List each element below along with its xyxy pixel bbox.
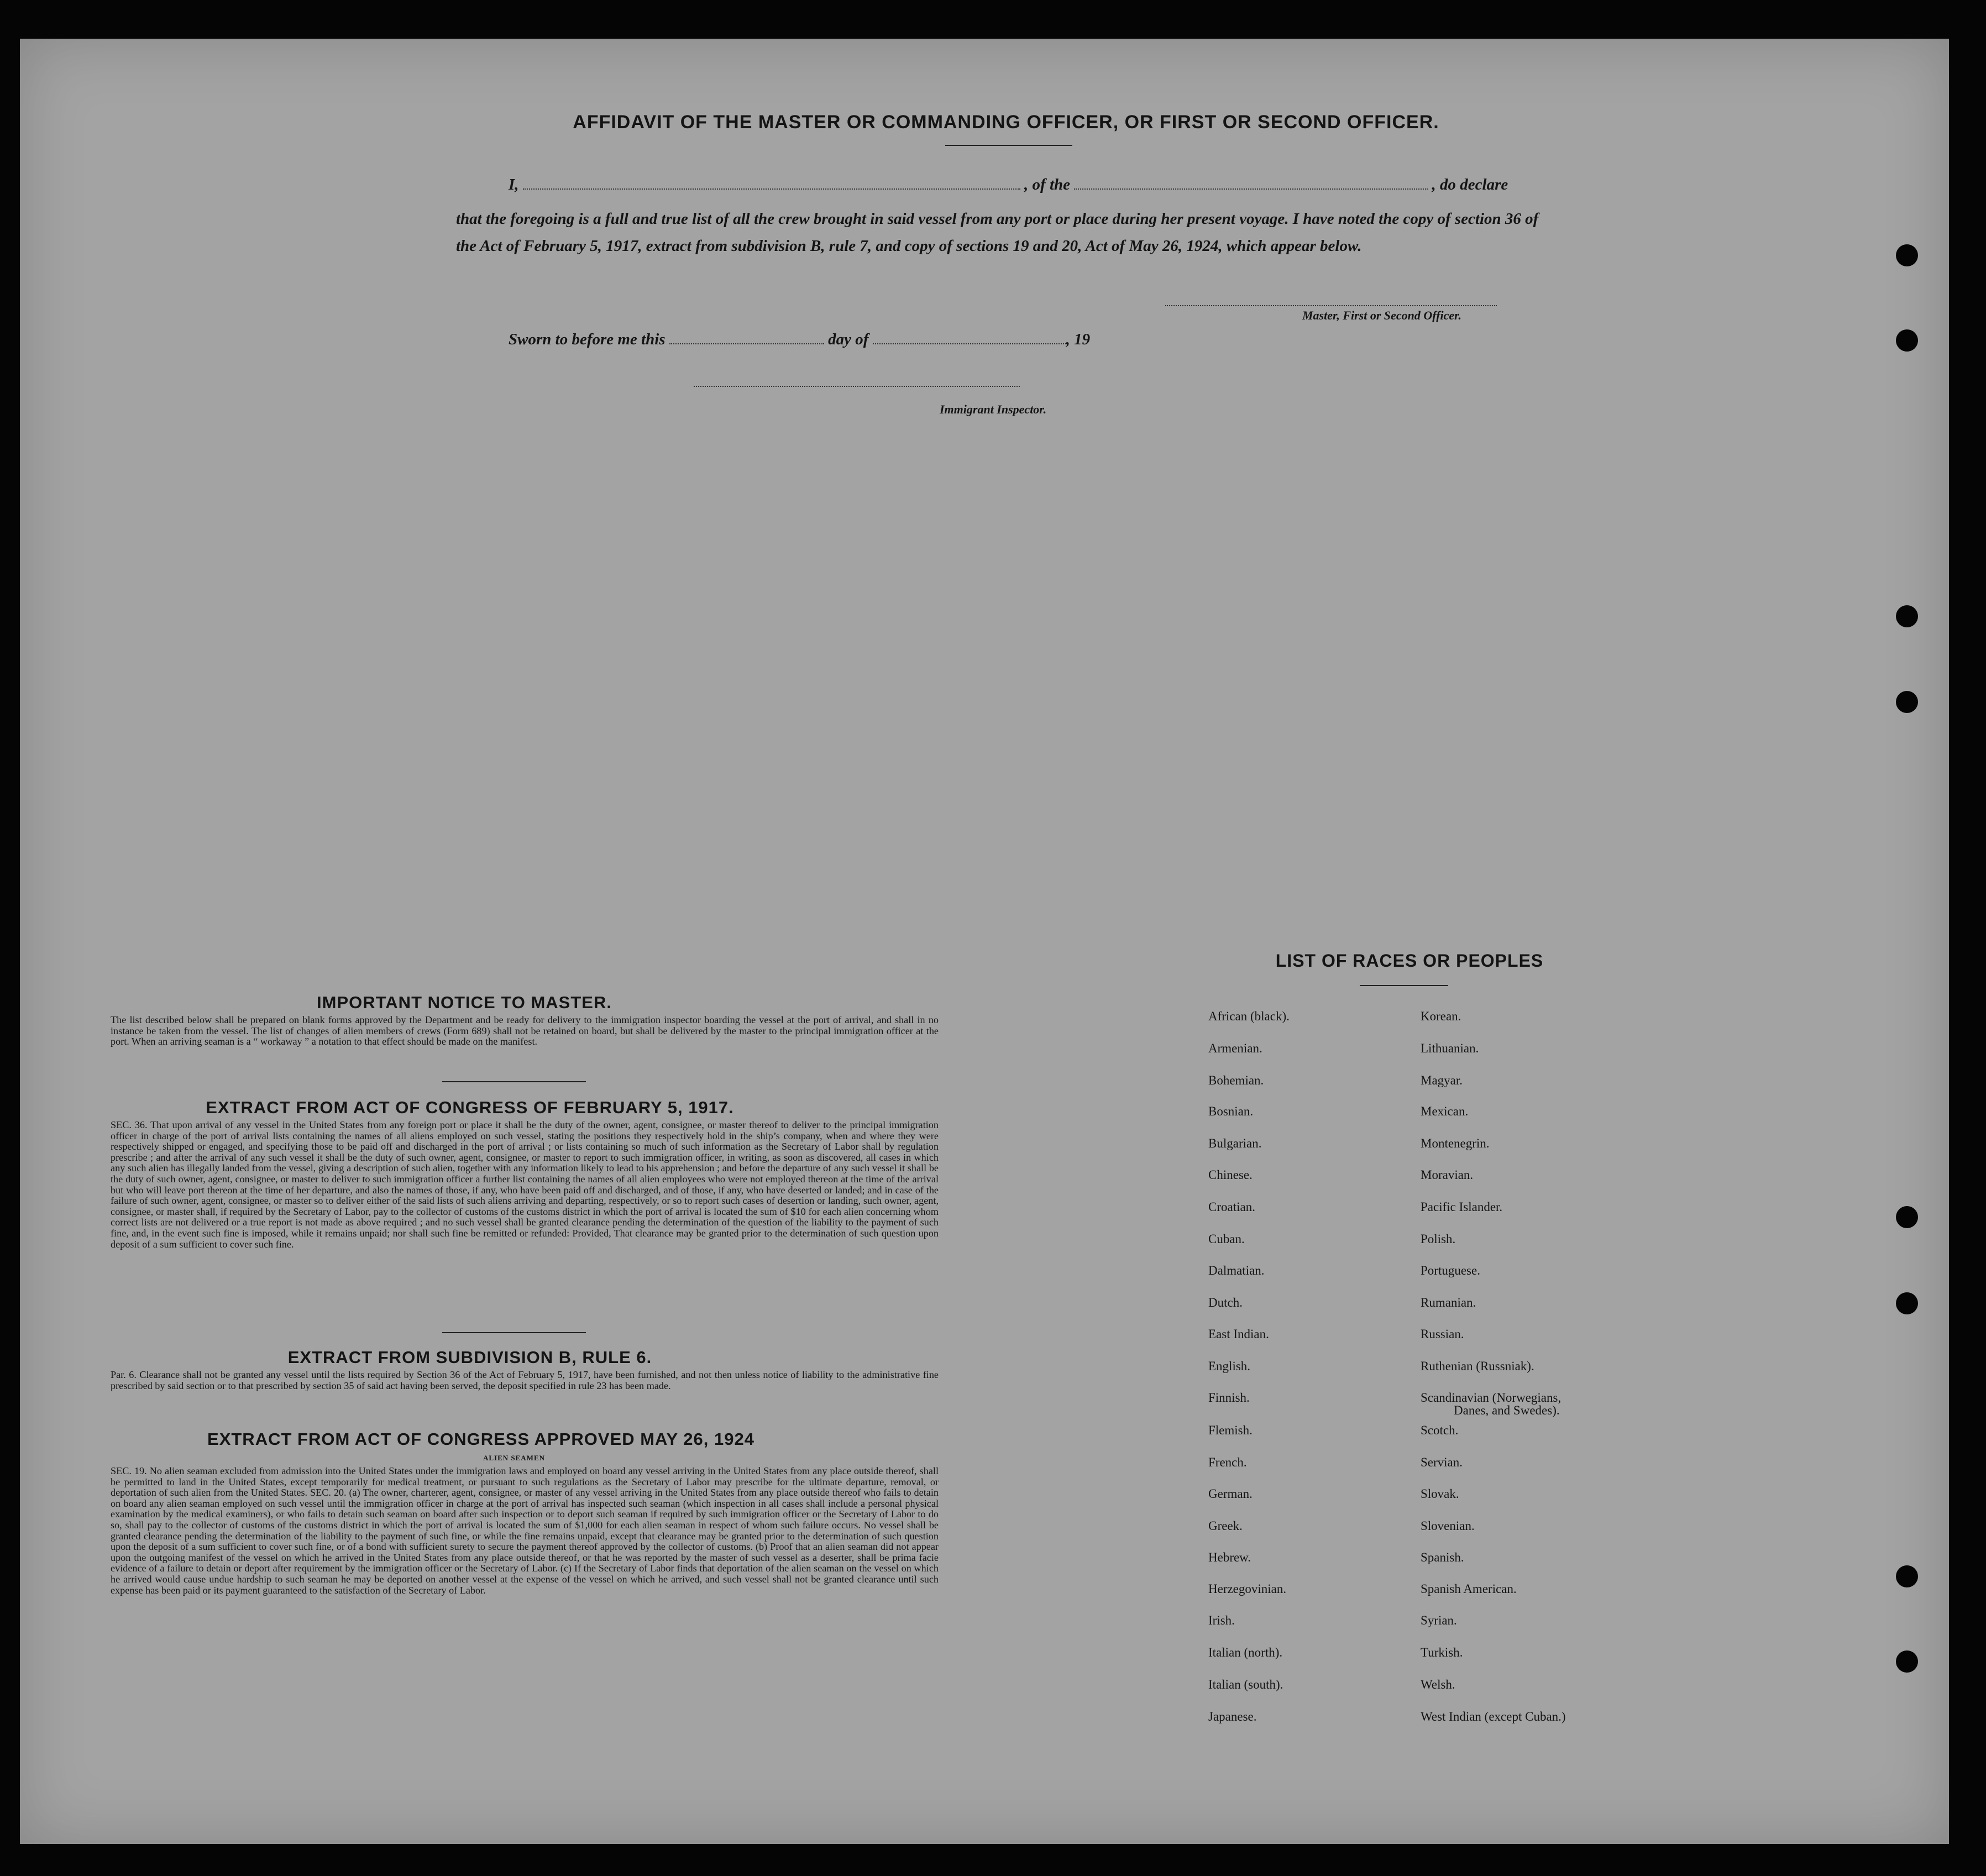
race-item: Slovak. <box>1421 1487 1459 1501</box>
race-item: Lithuanian. <box>1421 1041 1479 1055</box>
race-item: Italian (north). <box>1208 1646 1283 1659</box>
master-signature-blank <box>1165 305 1497 306</box>
declare-suffix: , do declare <box>1432 176 1508 193</box>
race-item: Dutch. <box>1208 1296 1243 1309</box>
race-item: Slovenian. <box>1421 1519 1475 1533</box>
race-item: Magyar. <box>1421 1073 1463 1087</box>
race-item: Welsh. <box>1421 1678 1455 1691</box>
notice-title: IMPORTANT NOTICE TO MASTER. <box>317 993 612 1012</box>
race-item: Flemish. <box>1208 1423 1253 1437</box>
race-item: Servian. <box>1421 1455 1463 1469</box>
race-item: German. <box>1208 1487 1253 1501</box>
race-item: Polish. <box>1421 1232 1456 1246</box>
race-item: Spanish American. <box>1421 1582 1517 1596</box>
affidavit-title: AFFIDAVIT OF THE MASTER OR COMMANDING OFFICER, OR FIRST OR SECOND OFFICER. <box>573 112 1439 133</box>
vessel-prefix: , of the <box>1024 176 1071 193</box>
race-item: Spanish. <box>1421 1550 1464 1564</box>
declarant-name-blank <box>523 188 1020 190</box>
sworn-month-blank <box>873 343 1066 344</box>
sworn-line <box>509 331 1227 349</box>
race-item: Moravian. <box>1421 1168 1474 1182</box>
sworn-day-blank <box>669 343 824 344</box>
affidavit-declaration-line <box>509 176 1548 194</box>
notice-text: The list described below shall be prepared on blank forms approved by the Department and be ready for delivery to the immigration inspector boarding the vessel at the port of arrival, and shall in no instance be taken from the vessel. The list of changes of alien members of crews (Form 689) shall not be retained on board, but shall be delivered by the master to the principal immigration officer at the port. When an arriving seaman is a “ workaway ” a notation to that effect should be made on the manifest. <box>111 1014 939 1047</box>
act-1924-text: SEC. 19. No alien seaman excluded from admission into the United States under the immigration laws and employed on board any vessel arriving in the United States from any place outside thereof, shall be permitted to land in the United States, except temporarily for medical treatment, or pursuant to such regulations as the Secretary of Labor may prescribe for the ultimate departure, removal, or deportation of such alien from the United States. SEC. 20. (a) The owner, charterer, agent, consignee, or master of any vessel arriving in the United States from any place outside thereof who fails to detain on board any alien seaman employed on such vessel until the immigration officer in charge at the port of arrival has inspected such seaman (which inspection in all cases shall include a personal physical examination by the medical examiners), or who fails to detain such seaman on board after such inspection or to deport such seaman if required by such immigration officer or the Secretary of Labor to do so, shall pay to the collector of customs of the customs district in which the port of arrival is located the sum of $1,000 for each alien seaman in respect of whom such failure occurs. No vessel shall be granted clearance pending the determination of the liability to the payment of such fine, or while the fine remains unpaid, except that clearance may be granted prior to the determination of such question upon the deposit of a sum sufficient to cover such fine, or of a bond with sufficient surety to secure the payment thereof approved by the collector of customs. (b) Proof that an alien seaman did not appear upon the outgoing manifest of the vessel on which he arrived in the United States from any place outside thereof, or that he was reported by the master of such vessel as a deserter, shall be prima facie evidence of a failure to detain or deport after requirement by the immigration officer or the Secretary of Labor. (c) If the Secretary of Labor finds that deportation of the alien seaman on the vessel on which he arrived would cause undue hardship to such seaman he may be deported on another vessel at the expense of the vessel on which he arrived, and such vessel shall not be granted clearance until such expense has been paid or its payment guaranteed to the satisfaction of the Secretary of Labor. <box>111 1465 939 1596</box>
act-1924-title: EXTRACT FROM ACT OF CONGRESS APPROVED MAY 26, 1924 <box>207 1429 754 1449</box>
vessel-name-blank <box>1074 188 1428 190</box>
race-item: Hebrew. <box>1208 1550 1251 1564</box>
race-item: Herzegovinian. <box>1208 1582 1287 1596</box>
act-1924-subtitle: ALIEN SEAMEN <box>483 1454 546 1462</box>
race-item: Bohemian. <box>1208 1073 1264 1087</box>
race-item: Korean. <box>1421 1009 1461 1023</box>
race-item: Chinese. <box>1208 1168 1253 1182</box>
punch-hole <box>1896 329 1918 352</box>
race-item: Syrian. <box>1421 1613 1457 1627</box>
punch-hole <box>1896 244 1918 266</box>
rule-6-title: EXTRACT FROM SUBDIVISION B, RULE 6. <box>287 1348 652 1367</box>
affidavit-body: that the foregoing is a full and true list of all the crew brought in said vessel from any port or place during her present voyage. I have noted the copy of section 36 of the Act of February 5, 1917, extract from subdivision B, rule 7, and copy of sections 19 and 20, Act of May 26, 1924, which appear below. <box>456 210 1539 255</box>
punch-hole <box>1896 1292 1918 1314</box>
race-item: Pacific Islander. <box>1421 1200 1503 1214</box>
race-item: Ruthenian (Russniak). <box>1421 1359 1534 1373</box>
act-1917-text: SEC. 36. That upon arrival of any vessel in the United States from any foreign port or place it shall be the duty of the owner, agent, consignee, or master thereof to deliver to the principal immigration officer in charge of the port of arrival lists containing the names of all aliens employed on such vessel, stating the positions they respectively hold in the ship’s company, when and where they were respectively shipped or engaged, and specifying those to be paid off and discharged in the port of arrival ; or lists containing so much of such information as the Secretary of Labor shall by regulation prescribe ; and after the arrival of any such vessel it shall be the duty of such owner, agent, consignee, or master to report to such immigration officer, in writing, as soon as discovered, all cases in which any such alien has illegally landed from the vessel, giving a description of such alien, together with any information likely to lead to his apprehension ; and before the departure of any such vessel it shall be the duty of such owner, agent, consignee, or master to deliver to such immigration officer a further list containing the names of all alien employees who were not employed thereon at the time of the arrival but who will leave port thereon at the time of her departure, and also the names of those, if any, who have been paid off and discharged, and of those, if any, who have deserted or landed; and in case of the failure of such owner, agent, consignee, or master so to deliver either of the said lists of such aliens arriving and departing, respectively, or so to report such cases of desertion or landing, such owner, agent, consignee, or master shall, if required by the Secretary of Labor, pay to the collector of customs of the customs district in which the port of arrival is located the sum of $10 for each alien concerning whom correct lists are not delivered or a true report is not made as above required ; and no such vessel shall be granted clearance pending the determination of the question of the liability to the payment of such fine, and, in the event such fine is imposed, while it remains unpaid; nor shall such fine be remitted or refunded: Provided, That clearance may be granted prior to the determination of such question upon deposit of a sum sufficient to cover such fine. <box>111 1119 939 1250</box>
act-1917-title: EXTRACT FROM ACT OF CONGRESS OF FEBRUARY 5, 1917. <box>206 1098 734 1117</box>
race-item: Danes, and Swedes). <box>1454 1403 1560 1417</box>
punch-hole <box>1896 1206 1918 1228</box>
race-item: Irish. <box>1208 1613 1235 1627</box>
race-item: Bulgarian. <box>1208 1136 1262 1150</box>
race-item: West Indian (except Cuban.) <box>1421 1710 1566 1723</box>
sworn-year-label: , 19 <box>1066 331 1091 348</box>
punch-hole <box>1896 1650 1918 1673</box>
race-item: Portuguese. <box>1421 1264 1480 1277</box>
races-title: LIST OF RACES OR PEOPLES <box>1275 951 1544 971</box>
race-item: Dalmatian. <box>1208 1264 1265 1277</box>
race-item: African (black). <box>1208 1009 1290 1023</box>
sworn-day-label: day of <box>828 331 869 348</box>
declarant-prefix: I, <box>509 176 519 193</box>
race-item: Finnish. <box>1208 1391 1250 1405</box>
section-divider <box>442 1332 586 1333</box>
race-item: Bosnian. <box>1208 1104 1254 1118</box>
race-item: Japanese. <box>1208 1710 1257 1723</box>
race-item: Turkish. <box>1421 1646 1463 1659</box>
title-underline <box>945 145 1072 146</box>
race-item: Russian. <box>1421 1327 1464 1341</box>
race-item: French. <box>1208 1455 1247 1469</box>
race-item: Cuban. <box>1208 1232 1245 1246</box>
race-item: East Indian. <box>1208 1327 1269 1341</box>
race-item: Mexican. <box>1421 1104 1469 1118</box>
race-item: English. <box>1208 1359 1251 1373</box>
race-item: Montenegrin. <box>1421 1136 1490 1150</box>
race-item: Rumanian. <box>1421 1296 1476 1309</box>
master-signature-label: Master, First or Second Officer. <box>1302 308 1462 322</box>
race-item: Croatian. <box>1208 1200 1255 1214</box>
race-item: Scandinavian (Norwegians, <box>1421 1391 1561 1405</box>
punch-hole <box>1896 691 1918 713</box>
punch-hole <box>1896 1565 1918 1587</box>
sworn-prefix: Sworn to before me this <box>509 331 666 348</box>
rule-6-text: Par. 6. Clearance shall not be granted any vessel until the lists required by Section 36 of the Act of February 5, 1917, have been furnished, and not then unless notice of liability to the administrative fine prescribed by said section or to that prescribed by section 35 of said act having been served, the deposit specified in rule 23 has been made. <box>111 1369 939 1391</box>
race-item: Greek. <box>1208 1519 1243 1533</box>
punch-hole <box>1896 605 1918 627</box>
section-divider <box>442 1081 586 1082</box>
inspector-signature-blank <box>694 386 1020 387</box>
inspector-label: Immigrant Inspector. <box>940 402 1047 416</box>
races-title-underline <box>1360 985 1448 986</box>
race-item: Armenian. <box>1208 1041 1262 1055</box>
race-item: Scotch. <box>1421 1423 1459 1437</box>
race-item: Italian (south). <box>1208 1678 1283 1691</box>
